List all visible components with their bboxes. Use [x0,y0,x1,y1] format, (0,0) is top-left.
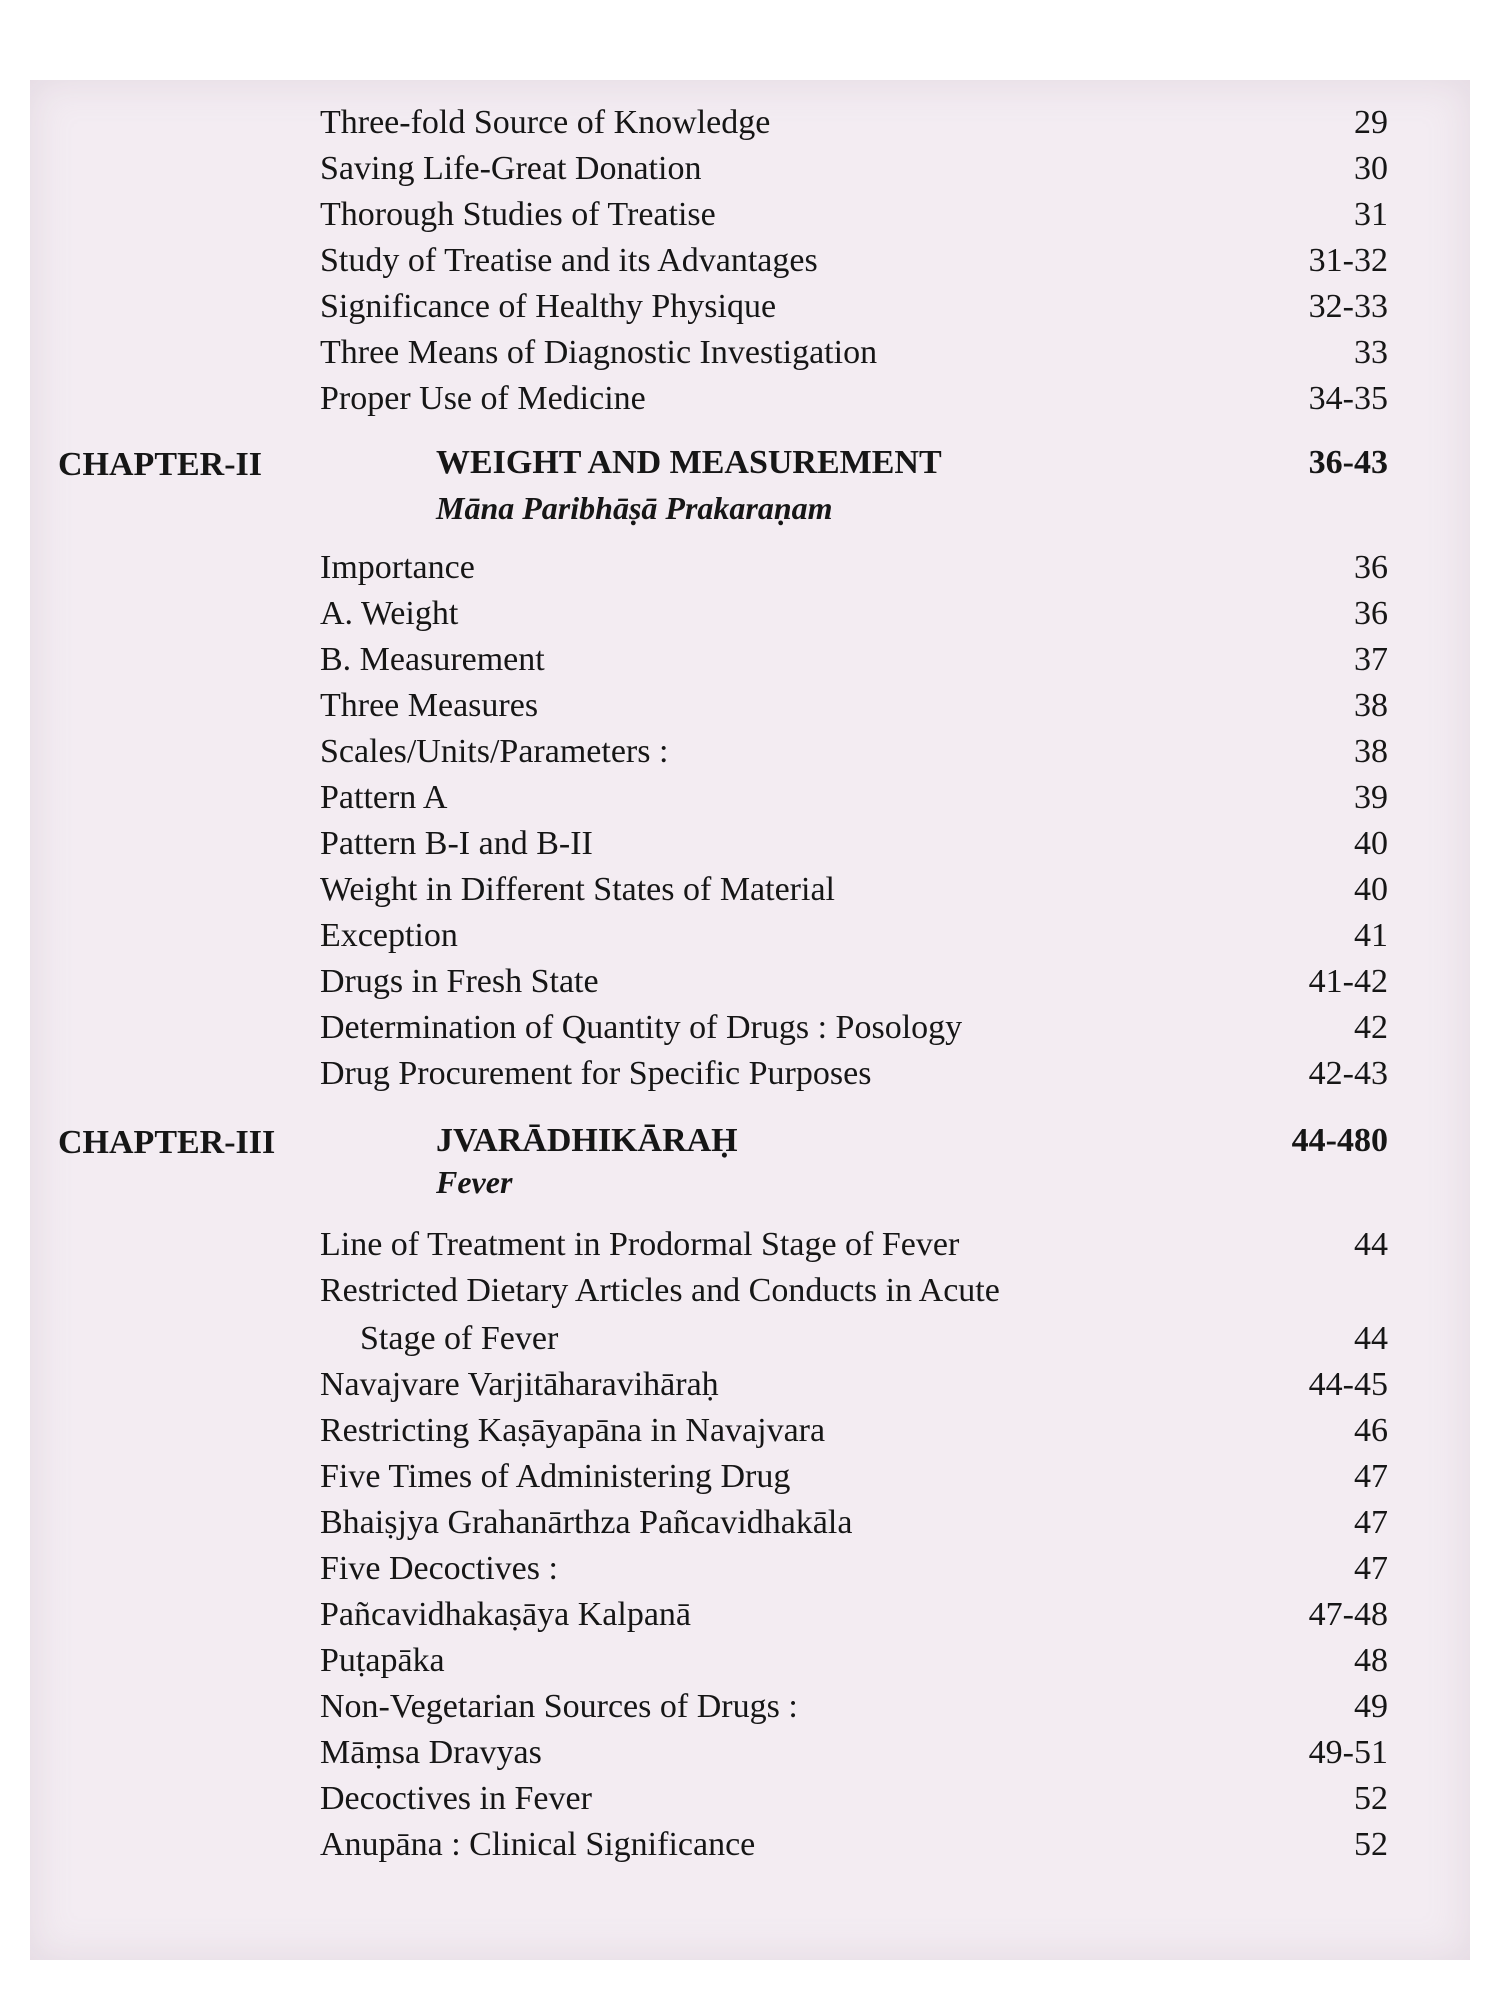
toc-entry: Weight in Different States of Material [320,871,835,908]
toc-page-number: 41 [1354,917,1388,954]
toc-page-number: 52 [1354,1780,1388,1817]
toc-entry: Puṭapāka [320,1642,445,1679]
toc-page-number: 40 [1354,871,1388,908]
toc-entry: Significance of Healthy Physique [320,288,777,325]
toc-entry: Restricting Kaṣāyapāna in Navajvara [320,1412,826,1449]
toc-entry: Study of Treatise and its Advantages [320,242,818,279]
toc-page-number: 33 [1354,334,1388,371]
chapter-2-title: WEIGHT AND MEASUREMENT [436,444,942,481]
toc-entry: Five Times of Administering Drug [320,1458,791,1495]
toc-page-number: 31-32 [1308,242,1388,279]
toc-page-number: 47 [1354,1458,1388,1495]
toc-page-number: 44 [1354,1320,1388,1357]
toc-page-number: 39 [1354,779,1388,816]
toc-entry: A. Weight [320,595,459,632]
toc-entry: Importance [320,549,475,586]
toc-page-number: 46 [1354,1412,1388,1449]
toc-page-number: 36 [1354,549,1388,586]
toc-entry: Anupāna : Clinical Significance [320,1826,756,1863]
chapter-2-label: CHAPTER-II [58,446,263,483]
toc-page-number: 32-33 [1308,288,1388,325]
toc-entry: Navajvare Varjitāharavihāraḥ [320,1366,719,1403]
toc-page-number: 31 [1354,196,1388,233]
toc-entry: Line of Treatment in Prodormal Stage of Fever [320,1226,960,1263]
toc-page-number: 40 [1354,825,1388,862]
book-page [30,80,1470,1960]
toc-entry: Decoctives in Fever [320,1780,592,1817]
toc-page-number: 47 [1354,1504,1388,1541]
toc-entry: Drug Procurement for Specific Purposes [320,1055,872,1092]
toc-page-number: 47 [1354,1550,1388,1587]
table-of-contents [30,80,1470,1960]
toc-entry: Three-fold Source of Knowledge [320,104,771,141]
toc-entry: Pattern B-I and B-II [320,825,593,862]
toc-entry: Three Measures [320,687,539,724]
toc-entry-continued: Stage of Fever [360,1320,559,1357]
chapter-2-subtitle: Māna Paribhāṣā Prakaraṇam [436,490,833,526]
chapter-3-subtitle: Fever [436,1164,513,1200]
toc-page-number: 49-51 [1308,1734,1388,1771]
toc-page-number: 38 [1354,733,1388,770]
toc-page-number: 42 [1354,1009,1388,1046]
toc-page-number: 36 [1354,595,1388,632]
toc-page-number: 34-35 [1308,380,1388,417]
toc-page-number: 49 [1354,1688,1388,1725]
toc-entry: Determination of Quantity of Drugs : Posology [320,1009,963,1046]
toc-page-number: 30 [1354,150,1388,187]
toc-entry: Pañcavidhakaṣāya Kalpanā [320,1596,691,1633]
toc-entry: Māṃsa Dravyas [320,1734,542,1771]
toc-page-number: 29 [1354,104,1388,141]
toc-entry: B. Measurement [320,641,545,678]
toc-page-number: 44-45 [1308,1366,1388,1403]
toc-entry: Exception [320,917,458,954]
chapter-3-title: JVARĀDHIKĀRAḤ [436,1122,738,1159]
toc-page-number: 47-48 [1308,1596,1388,1633]
toc-entry: Saving Life-Great Donation [320,150,702,187]
toc-page-number: 52 [1354,1826,1388,1863]
toc-page-number: 44 [1354,1226,1388,1263]
chapter-3-label: CHAPTER-III [58,1124,276,1161]
toc-entry: Non-Vegetarian Sources of Drugs : [320,1688,798,1725]
chapter-3-page-range: 44-480 [1291,1122,1388,1159]
toc-page-number: 37 [1354,641,1388,678]
toc-entry: Proper Use of Medicine [320,380,646,417]
toc-page-number: 41-42 [1308,963,1388,1000]
toc-entry: Bhaiṣjya Grahanārthza Pañcavidhakāla [320,1504,853,1541]
toc-page-number: 48 [1354,1642,1388,1679]
toc-page-number: 38 [1354,687,1388,724]
toc-entry: Scales/Units/Parameters : [320,733,669,770]
toc-page-number: 42-43 [1308,1055,1388,1092]
toc-entry: Three Means of Diagnostic Investigation [320,334,878,371]
toc-entry: Five Decoctives : [320,1550,558,1587]
toc-entry: Pattern A [320,779,448,816]
toc-entry: Thorough Studies of Treatise [320,196,716,233]
chapter-2-page-range: 36-43 [1308,444,1388,481]
toc-entry: Drugs in Fresh State [320,963,599,1000]
toc-entry: Restricted Dietary Articles and Conducts in Acute [320,1272,1000,1309]
